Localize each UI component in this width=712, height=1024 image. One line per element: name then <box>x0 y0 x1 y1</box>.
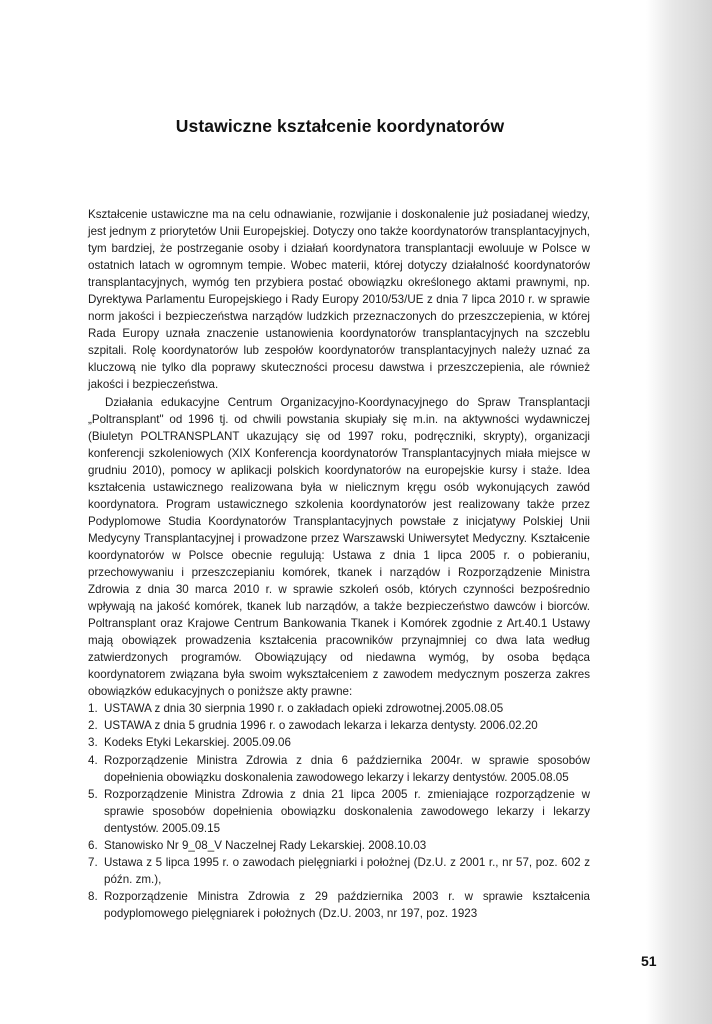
list-item <box>88 837 590 854</box>
list-item-number: 1. <box>88 702 98 716</box>
list-item-text: Ustawa z 5 lipca 1995 r. o zawodach pielęgniarki i położnej (Dz.U. z 2001 r., nr 57, poz. 602 z późn. zm.), <box>104 855 590 886</box>
list-item-number: 7. <box>88 855 98 869</box>
legal-acts-list <box>88 700 590 922</box>
list-item-text: Kodeks Etyki Lekarskiej. 2005.09.06 <box>104 736 291 750</box>
list-item-text: Rozporządzenie Ministra Zdrowia z 29 października 2003 r. w sprawie kształcenia podyplomowego pielęgniarek i położnych (Dz.U. 2003, nr 197, poz. 1923 <box>104 889 590 920</box>
list-item-text: USTAWA z dnia 5 grudnia 1996 r. o zawodach lekarza i lekarza dentysty. 2006.02.20 <box>104 719 538 733</box>
list-item <box>88 734 590 751</box>
list-item <box>88 752 590 786</box>
paragraph-education: Działania edukacyjne Centrum Organizacyjno-Koordynacyjnego do Spraw Transplantacji „Poltransplant" od 1996 tj. od chwili powstania skupiały się m.in. na aktywności wydawniczej (Biuletyn POLTRANSPLANT ukazujący się od 1997 roku, podręczniki, skrypty), organizacji konferencji szkoleniowych (XIX Konferencja koordynatorów Transplantacyjnych miała miejsce w grudniu 2010), pomocy w aplikacji polskich koordynatorów na europejskie kursy i staże. Idea kształcenia ustawicznego realizowana była w nielicznym kręgu osób wykonujących zawód koordynatora. Program ustawicznego szkolenia koordynatorów jest realizowany także przez Podyplomowe Studia Koordynatorów Transplantacyjnych powstałe z inicjatywy Polskiej Unii Medycyny Transplantacyjnej i prowadzone przez Warszawski Uniwersytet Medyczny. Kształcenie koordynatorów w Polsce obecnie regulują: Ustawa z dnia 1 lipca 2005 r. o pobieraniu, przechowywaniu i przeszczepianiu komórek, tkanek i narządów i Rozporządzenie Ministra Zdrowia z dnia 30 marca 2010 r. w sprawie szkoleń osób, których czynności bezpośrednio wpływają na jakość komórek, tkanek lub narządów, a także bezpieczeństwo dawców i biorców. Poltransplant oraz Krajowe Centrum Bankowania Tkanek i Komórek zgodnie z Art.40.1 Ustawy mają obowiązek prowadzenia kształcenia pracowników przynajmniej co dwa lata według zatwierdzonych programów. Obowiązujący od niedawna wymóg, by osoba będąca koordynatorem związana była swoim wykształceniem z zawodem medycznym poszerza zakres obowiązków edukacyjnych o poniższe akty prawne: <box>88 395 590 699</box>
list-item-number: 4. <box>88 753 98 767</box>
list-item-text: Rozporządzenie Ministra Zdrowia z dnia 21 lipca 2005 r. zmieniające rozporządzenie w sprawie sposobów dopełnienia obowiązku doskonalenia zawodowego lekarzy i lekarzy dentystów. 2005.09.15 <box>104 787 590 835</box>
list-item-text: Stanowisko Nr 9_08_V Naczelnej Rady Lekarskiej. 2008.10.03 <box>104 838 427 852</box>
list-item <box>88 888 590 922</box>
list-item-number: 5. <box>88 787 98 801</box>
article-body <box>88 206 590 922</box>
page-number: 51 <box>641 953 657 969</box>
page-title: Ustawiczne kształcenie koordynatorów <box>175 115 505 136</box>
list-item-number: 3. <box>88 736 98 750</box>
paragraph-intro: Kształcenie ustawiczne ma na celu odnawianie, rozwijanie i doskonalenie już posiadanej wiedzy, jest jednym z priorytetów Unii Europejskiej. Dotyczy ono także koordynatorów transplantacyjnych, tym bardziej, że postrzeganie osoby i działań koordynatora transplantacji ewoluuje w Polsce w ostatnich latach w ogromnym tempie. Wobec materii, której dotyczy działalność koordynatorów transplantacyjnych, wymóg ten przybiera postać obowiązku określonego aktami prawnymi, np. Dyrektywa Parlamentu Europejskiego i Rady Europy 2010/53/UE z dnia 7 lipca 2010 r. w sprawie norm jakości i bezpieczeństwa narządów ludzkich przeznaczonych do przeszczepienia, w której Rada Europy uznała znaczenie ustanowienia koordynatorów transplantacyjnych na szczeblu szpitali. Rolę koordynatorów lub zespołów koordynatorów transplantacyjnych należy uznać za kluczową nie tylko dla poprawy skuteczności procesu dawstwa i przeszczepienia, ale również jakości i bezpieczeństwa. <box>88 208 590 392</box>
list-item-number: 8. <box>88 889 98 903</box>
list-item-number: 6. <box>88 838 98 852</box>
list-item-text: USTAWA z dnia 30 sierpnia 1990 r. o zakładach opieki zdrowotnej.2005.08.05 <box>104 702 504 716</box>
list-item <box>88 700 590 717</box>
list-item <box>88 717 590 734</box>
list-item-number: 2. <box>88 719 98 733</box>
list-item <box>88 854 590 888</box>
list-item <box>88 786 590 837</box>
list-item-text: Rozporządzenie Ministra Zdrowia z dnia 6 października 2004r. w sprawie sposobów dopełnienia obowiązku doskonalenia zawodowego lekarzy i lekarzy dentystów. 2005.08.05 <box>104 753 590 784</box>
page-margin-band <box>646 0 712 1024</box>
